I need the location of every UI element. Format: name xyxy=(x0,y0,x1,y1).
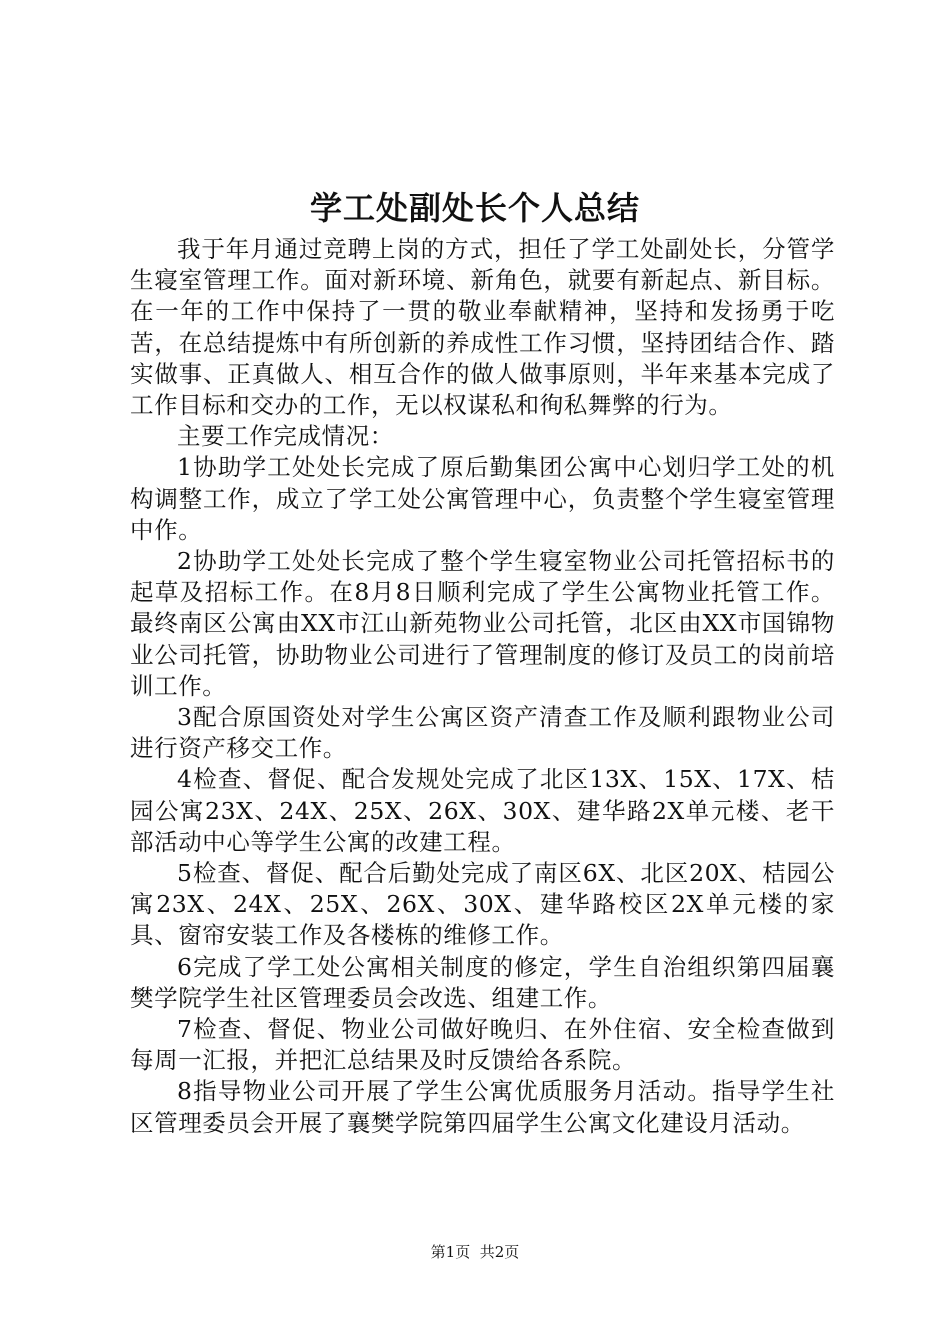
paragraph-item-2: 2协助学工处处长完成了整个学生寝室物业公司托管招标书的起草及招标工作。在8月8日顺利完成了学生公寓物业托管工作。最终南区公寓由XX市江山新苑物业公司托管，北区由XX市国锦物业公司托管，协助物业公司进行了管理制度的修订及员工的岗前培训工作。 xyxy=(130,547,835,700)
footer-separator xyxy=(470,1243,480,1261)
document-title: 学工处副处长个人总结 xyxy=(309,189,640,227)
page-number: 第1页 xyxy=(430,1243,471,1261)
paragraph-item-5: 5检查、督促、配合后勤处完成了南区6X、北区20X、桔园公寓23X、24X、25X、26X、30X、建华路校区2X单元楼的家具、窗帘安装工作及各楼栋的维修工作。 xyxy=(130,859,835,950)
paragraph-item-1: 1协助学工处处长完成了原后勤集团公寓中心划归学工处的机构调整工作，成立了学工处公寓管理中心，负责整个学生寝室管理中作。 xyxy=(130,453,835,544)
page-total: 共2页 xyxy=(479,1243,520,1261)
page-footer xyxy=(0,1240,950,1264)
paragraph-section-heading: 主要工作完成情况： xyxy=(177,422,394,451)
paragraph-intro: 我于年月通过竞聘上岗的方式，担任了学工处副处长，分管学生寝室管理工作。面对新环境、新角色，就要有新起点、新目标。在一年的工作中保持了一贯的敬业奉献精神，坚持和发扬勇于吃苦，在总结提炼中有所创新的养成性工作习惯，坚持团结合作、踏实做事、正真做人、相互合作的做人做事原则，半年来基本完成了工作目标和交办的工作，无以权谋私和徇私舞弊的行为。 xyxy=(130,235,835,420)
document-body xyxy=(130,234,835,1139)
paragraph-item-4: 4检查、督促、配合发规处完成了北区13X、15X、17X、桔园公寓23X、24X、25X、26X、30X、建华路2X单元楼、老干部活动中心等学生公寓的改建工程。 xyxy=(130,765,835,856)
paragraph-item-3: 3配合原国资处对学生公寓区资产清查工作及顺利跟物业公司进行资产移交工作。 xyxy=(130,703,835,763)
paragraph-item-6: 6完成了学工处公寓相关制度的修定，学生自治组织第四届襄樊学院学生社区管理委员会改选、组建工作。 xyxy=(130,952,835,1012)
paragraph-item-8: 8指导物业公司开展了学生公寓优质服务月活动。指导学生社区管理委员会开展了襄樊学院第四届学生公寓文化建设月活动。 xyxy=(130,1077,835,1137)
paragraph-item-7: 7检查、督促、物业公司做好晚归、在外住宿、安全检查做到每周一汇报，并把汇总结果及时反馈给各系院。 xyxy=(130,1015,835,1075)
